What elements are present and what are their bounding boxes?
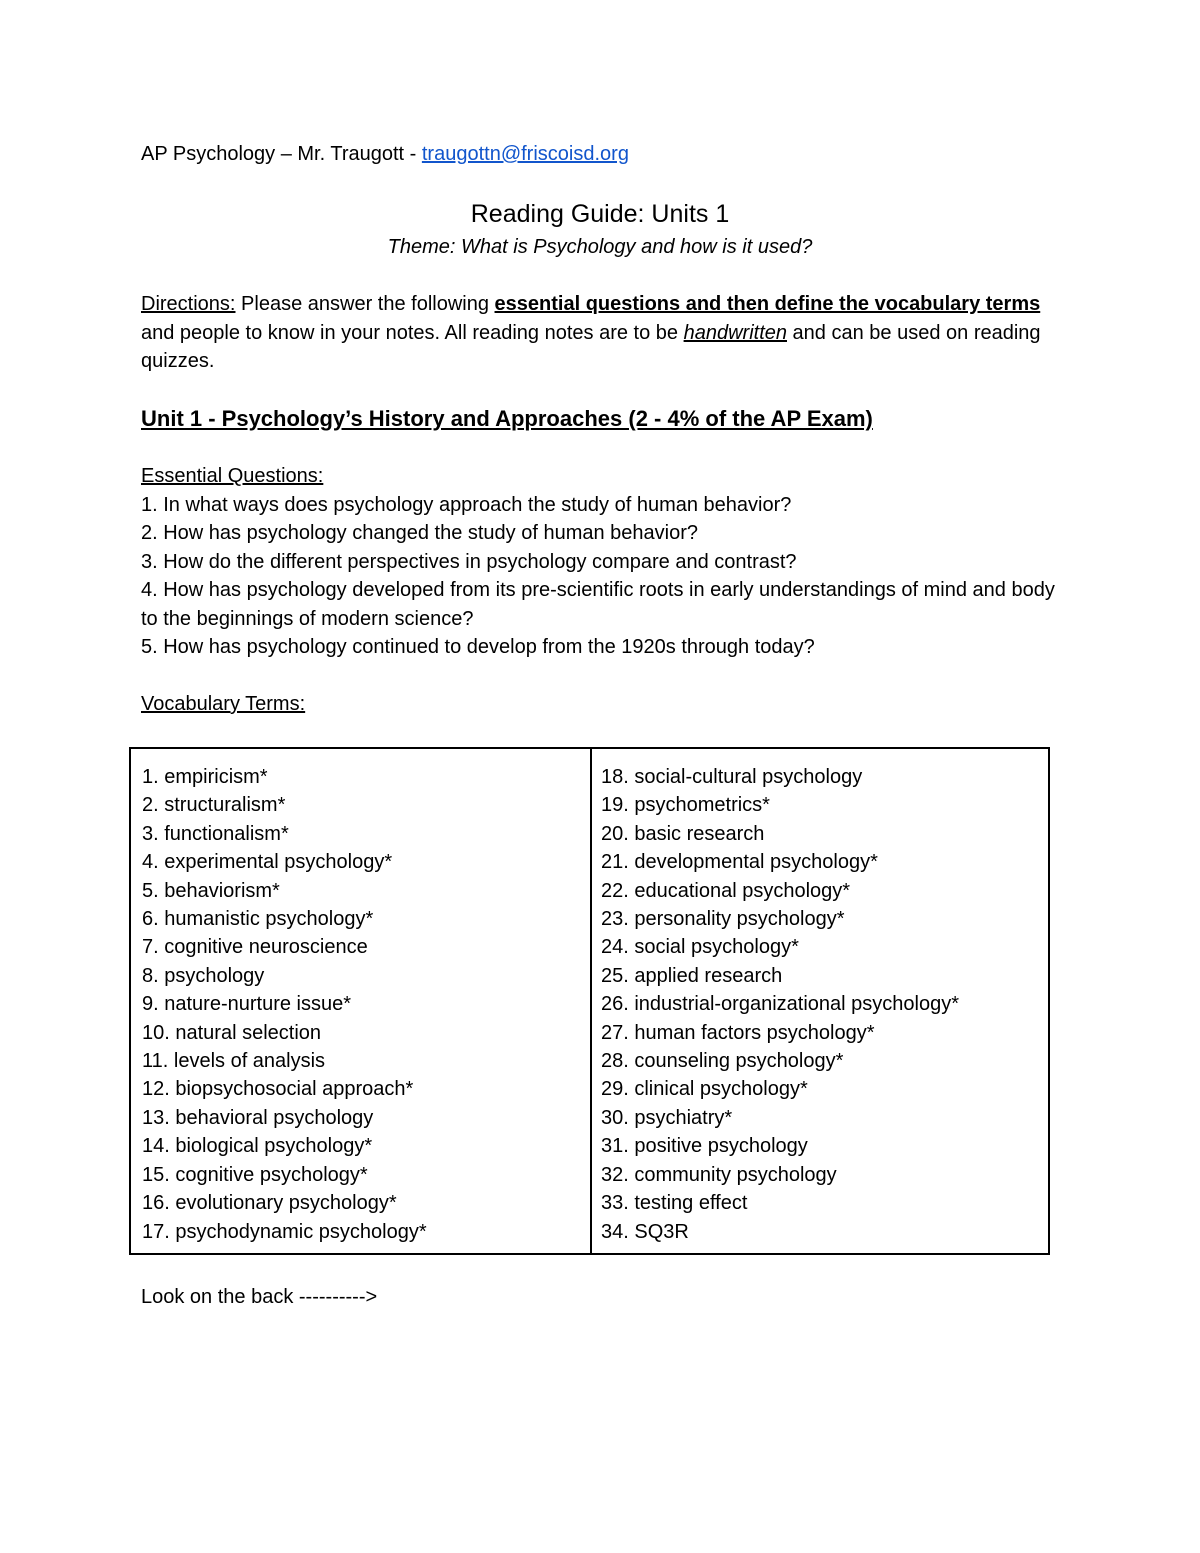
vocab-term: 19. psychometrics*	[601, 794, 770, 817]
vocab-term: 24. social psychology*	[601, 936, 799, 959]
vocab-term: 25. applied research	[601, 964, 783, 987]
vocab-term: 2. structuralism*	[142, 794, 286, 817]
vocab-term: 22. educational psychology*	[601, 879, 851, 902]
vocab-term: 12. biopsychosocial approach*	[142, 1078, 414, 1101]
vocab-term: 6. humanistic psychology*	[142, 908, 374, 931]
vocab-term: 15. cognitive psychology*	[142, 1163, 368, 1186]
vocab-term: 1. empiricism*	[142, 766, 268, 788]
vocab-term: 27. human factors psychology*	[601, 1021, 875, 1044]
essential-question: 4. How has psychology developed from its pre-scientific roots in early understandings of mind and body to the beginnings of modern science?	[141, 579, 1055, 630]
theme-line: Theme: What is Psychology and how is it used?	[387, 236, 813, 258]
course-header	[141, 140, 629, 168]
directions-text-2: and people to know in your notes. All reading notes are to be	[141, 321, 684, 344]
essential-question: 1. In what ways does psychology approach the study of human behavior?	[141, 493, 792, 516]
vocab-term: 28. counseling psychology*	[601, 1050, 844, 1073]
directions-emphasis: essential questions and then define the vocabulary terms	[494, 293, 1041, 315]
vocab-term: 26. industrial-organizational psychology*	[601, 993, 959, 1016]
look-on-back-note: Look on the back ---------->	[141, 1286, 378, 1308]
vocab-term: 11. levels of analysis	[142, 1050, 326, 1073]
document-title: Reading Guide: Units 1	[470, 200, 730, 228]
vocab-term: 18. social-cultural psychology	[601, 766, 863, 788]
teacher-email-link[interactable]: traugottn@friscoisd.org	[421, 143, 629, 165]
vocab-term: 21. developmental psychology*	[601, 851, 878, 874]
vocab-term: 30. psychiatry*	[601, 1106, 733, 1129]
directions-text-3: and can be used on reading quizzes.	[141, 321, 1041, 372]
vocab-term: 20. basic research	[601, 822, 765, 845]
vocab-term: 17. psychodynamic psychology*	[142, 1220, 427, 1243]
vocab-term: 3. functionalism*	[142, 822, 289, 845]
vocab-term: 13. behavioral psychology	[142, 1106, 374, 1129]
essential-question: 3. How do the different perspectives in psychology compare and contrast?	[141, 550, 797, 573]
course-header-text: AP Psychology – Mr. Traugott -	[141, 143, 422, 165]
essential-questions	[141, 462, 1061, 662]
directions-label: Directions:	[141, 293, 236, 315]
vocab-term: 23. personality psychology*	[601, 908, 845, 931]
vocabulary-label: Vocabulary Terms:	[141, 693, 306, 715]
vocab-term: 7. cognitive neuroscience	[142, 936, 368, 959]
directions-handwritten: handwritten	[683, 321, 787, 344]
essential-questions-label: Essential Questions:	[141, 465, 324, 487]
vocab-term: 9. nature-nurture issue*	[142, 993, 352, 1016]
vocab-term: 16. evolutionary psychology*	[142, 1192, 397, 1215]
unit-heading: Unit 1 - Psychology’s History and Approaches (2 - 4% of the AP Exam)	[141, 406, 873, 431]
vocab-term: 34. SQ3R	[601, 1220, 689, 1243]
directions-text-1: Please answer the following	[235, 293, 495, 315]
vocabulary-table	[129, 747, 1050, 1255]
vocab-term: 10. natural selection	[142, 1021, 322, 1044]
vocab-term: 5. behaviorism*	[142, 879, 280, 902]
vocab-term: 33. testing effect	[601, 1192, 748, 1215]
directions-paragraph	[141, 290, 1061, 376]
vocab-term: 31. positive psychology	[601, 1135, 808, 1158]
essential-question: 2. How has psychology changed the study of human behavior?	[141, 522, 699, 544]
vocab-term: 4. experimental psychology*	[142, 851, 393, 874]
vocab-term: 8. psychology	[142, 964, 265, 987]
vocabulary-column-left	[131, 749, 592, 1253]
vocab-term: 14. biological psychology*	[142, 1135, 373, 1158]
vocabulary-column-right	[592, 749, 1048, 1253]
essential-question: 5. How has psychology continued to develop from the 1920s through today?	[141, 636, 815, 658]
vocab-term: 29. clinical psychology*	[601, 1078, 808, 1101]
vocab-term: 32. community psychology	[601, 1163, 837, 1186]
